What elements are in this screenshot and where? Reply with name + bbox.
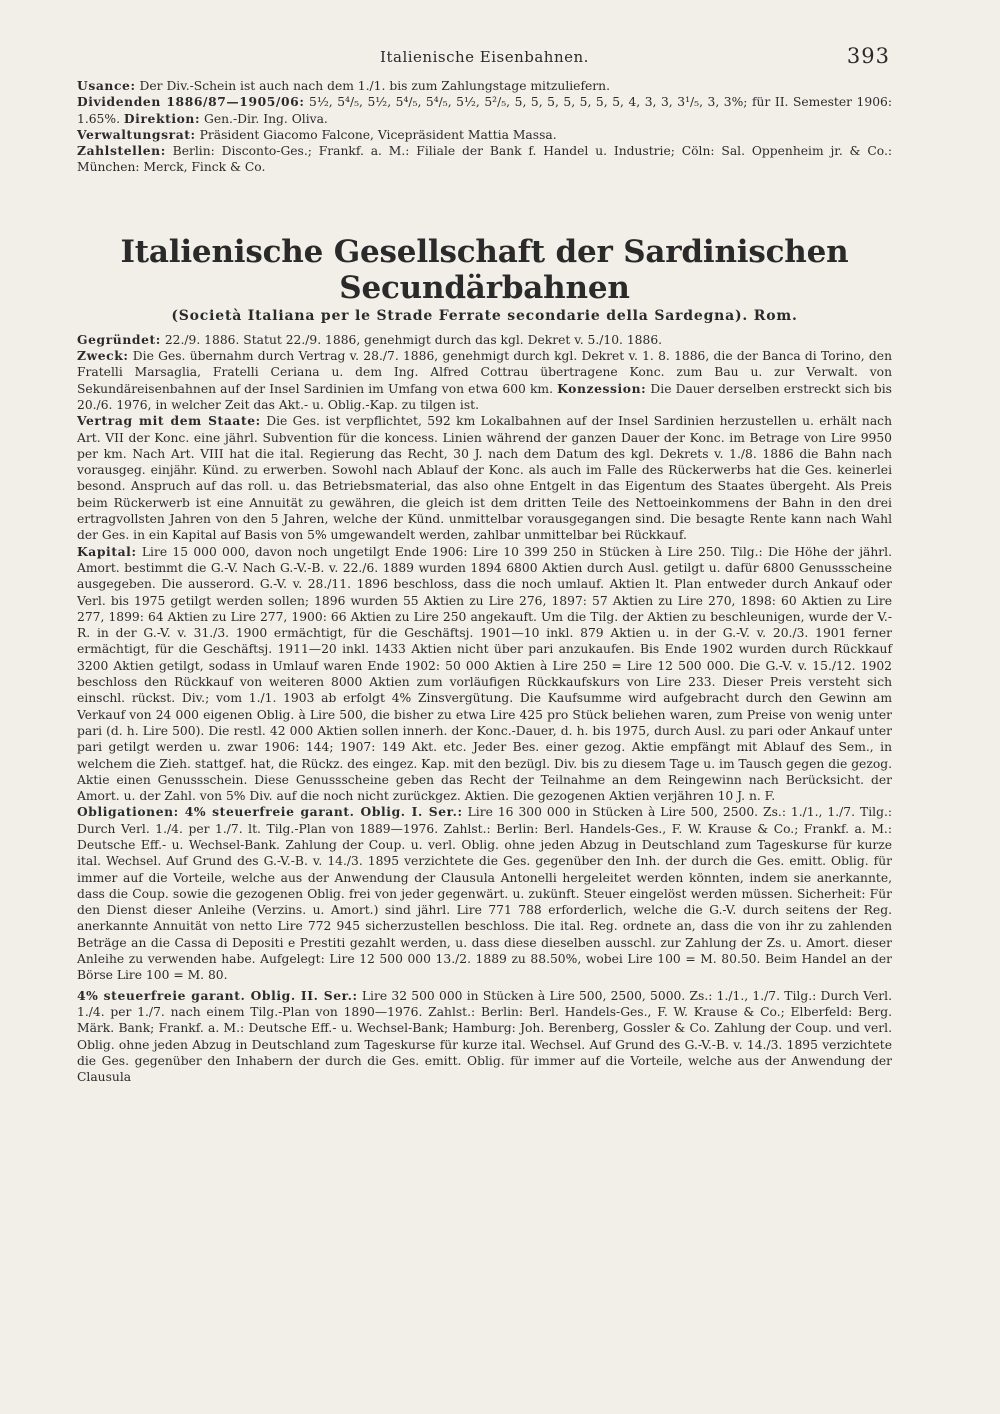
zweck-text: Die Ges. übernahm durch Vertrag v. 28./7. 1886, genehmigt durch kgl. Dekret v. 1. 8. 1886, die der Banca di Torino, den Fratelli Marsaglia, Fratelli Ceriana u. dem Ing. Alfred Cottrau übertragene Konc. zum Bau u. zur Verwalt. von Sekundäreisenbahnen auf der Insel Sardinien im Umfang von etwa 600 km. [77,349,892,396]
zahlstellen-text: Berlin: Disconto-Ges.; Frankf. a. M.: Filiale der Bank f. Handel u. Industrie; Cöln: Sal. Oppenheim jr. & Co.: München: Merck, Finck & Co. [77,144,892,175]
obligationen-1-text: Lire 16 300 000 in Stücken à Lire 500, 2500. Zs.: 1./1., 1./7. Tilg.: Durch Verl. 1./4. per 1./7. lt. Tilg.-Plan von 1889—1976. Zahlst.: Berlin: Berl. Handels-Ges., F. W. Krause & Co.; Frankf. a. M.: Deutsche Eff.- u. Wechsel-Bank. Zahlung der Coup. u. verl. Oblig. ohne jeden Abzug in Deutschland zum Tageskurse für kurze ital. Wechsel. Auf Grund des G.-V.-B. v. 14./3. 1895 verzichtete die Ges. gegenüber den Inh. der durch die Ges. emitt. Oblig. für immer auf die Vorteile, welche aus der Anwendung der Clausula Antonelli hergeleitet werden könnten, indem sie anerkannte, dass die Coup. sowie die gezogenen Oblig. frei von jeder gegenwärt. u. zukünft. Steuer eingelöst werden müssen. Sicherheit: Für den Dienst dieser Anleihe (Verzins. u. Amort.) sind jährl. Lire 771 788 erforderlich, welche die G.-V. durch seitens der Reg. anerkannte Annuität von netto Lire 772 945 sicherzustellen beschloss. Die ital. Reg. ordnete an, dass die von ihr zu zahlenden Beträge an die Cassa di Depositi e Prestiti gezahlt werden, u. dass diese dieselben ausschl. zur Zahlung der Zs. u. Amort. dieser Anleihe zu verwenden habe. Aufgelegt: Lire 12 500 000 13./2. 1889 zu 88.50%, wobei Lire 100 = M. 80.50. Beim Handel an der Börse Lire 100 = M. 80. [77,805,892,983]
vertrag-paragraph [77,413,892,543]
verwaltungsrat-label: Verwaltungsrat: [77,126,196,142]
gegruendet-label: Gegründet: [77,331,161,347]
gegruendet-paragraph [77,332,892,348]
kapital-text: Lire 15 000 000, davon noch ungetilgt Ende 1906: Lire 10 399 250 in Stücken à Lire 250. Tilg.: Die Höhe der jährl. Amort. bestimmt die G.-V. Nach G.-V.-B. v. 22./6. 1889 wurden 1894 6800 Aktien durch Ausl. getilgt u. dafür 6800 Genussscheine ausgegeben. Die ausserord. G.-V. v. 28./11. 1896 beschloss, dass die noch umlauf. Aktien lt. Plan entweder durch Ankauf oder Verl. bis 1975 getilgt werden sollen; 1896 wurden 55 Aktien zu Lire 276, 1897: 57 Aktien zu Lire 270, 1898: 60 Aktien zu Lire 277, 1899: 64 Aktien zu Lire 277, 1900: 66 Aktien zu Lire 250 angekauft. Um die Tilg. der Aktien zu beschleunigen, wurde der V.-R. in der G.-V. v. 31./3. 1900 ermächtigt, für die Geschäftsj. 1901—10 inkl. 879 Aktien u. in der G.-V. v. 20./3. 1901 ferner ermächtigt, für die Geschäftsj. 1911—20 inkl. 1433 Aktien nicht über pari anzukaufen. Bis Ende 1902 wurden durch Rückkauf 3200 Aktien getilgt, sodass in Umlauf waren Ende 1902: 50 000 Aktien à Lire 250 = Lire 12 500 000. Die G.-V. v. 15./12. 1902 beschloss den Rückkauf von weiteren 8000 Aktien zum vorläufigen Rückkaufskurs von Lire 233. Dieser Preis versteht sich einschl. rückst. Div.; vom 1./1. 1903 ab erfolgt 4% Zinsvergütung. Die Kaufsumme wird aufgebracht durch den Gewinn am Verkauf von 24 000 eigenen Oblig. à Lire 500, die bisher zu etwa Lire 425 pro Stück beliehen waren, zum Preise von wenig unter pari (d. h. Lire 500). Die restl. 42 000 Aktien sollen innerh. der Konc.-Dauer, d. h. bis 1975, durch Ausl. zu pari oder Ankauf unter pari getilgt werden u. zwar 1906: 144; 1907: 149 Akt. etc. Jeder Bes. einer gezog. Aktie empfängt mit Ablauf des Sem., in welchem die Zieh. stattgef. hat, die Rückz. des eingez. Kap. mit den bezügl. Div. bis zu diesem Tage u. im Tausch gegen die gezog. Aktie einen Genussschein. Diese Genussscheine geben das Recht der Teilnahme an dem Reingewinn nach Berücksicht. der Amort. u. der Zahl. von 5% Div. auf die noch nicht zurückgez. Aktien. Die gezogenen Aktien verjähren 10 J. n. F. [77,544,892,804]
obligationen-1-paragraph [77,804,892,983]
kapital-paragraph [77,544,892,805]
usance-text: Der Div.-Schein ist auch nach dem 1./1. bis zum Zahlungstage mitzuliefern. [135,79,610,93]
zweck-paragraph [77,348,892,413]
company-subtitle: (Società Italiana per le Strade Ferrate secondarie della Sardegna). Rom. [171,307,798,324]
dividenden-text: 5½, 5⁴/₅, 5½, 5⁴/₅, 5⁴/₅, 5½, 5²/₅, 5, 5, 5, 5, 5, 5, 5, 4, 3, 3, 3¹/₅, 3, 3%; für II. Semester 1906: 1.65%. [77,95,892,126]
direktion-label: Direktion: [123,110,201,126]
konzession-label: Konzession: [557,380,647,396]
usance-paragraph [77,78,892,94]
dividenden-label: Dividenden 1886/87—1905/06: [77,94,305,110]
vertrag-text: Die Ges. ist verpflichtet, 592 km Lokalbahnen auf der Insel Sardinien herzustellen u. erhält nach Art. VII der Konc. eine jährl. Subvention für die koncess. Linien während der ganzen Dauer der Konc. im Betrage von Lire 9950 per km. Nach Art. VIII hat die ital. Regierung das Recht, 30 J. nach dem Datum des kgl. Dekrets v. 1./8. 1886 die Bahn nach vorausgeg. einjähr. Künd. zu erwerben. Sowohl nach Ablauf der Konc. als auch im Falle des Rückerwerbs hat die Ges. keinerlei besond. Anspruch auf das roll. u. das Betriebsmaterial, das also ohne Entgelt in das Eigentum des Staates übergeht. Als Preis beim Rückerwerb ist eine Annuität zu gewähren, die gleich ist dem dritten Teile des Nettoeinkommens der Bahn in den drei ertragvollsten Jahren von den 5 Jahren, welche der Künd. unmittelbar vorausgegangen sind. Die besagte Rente kann nach Wahl der Ges. in ein Kapital auf Basis von 5% umgewandelt werden, zahlbar unmittelbar bei Rückkauf. [77,414,892,543]
running-title: Italienische Eisenbahnen. [380,48,589,66]
gegruendet-text: 22./9. 1886. Statut 22./9. 1886, genehmigt durch das kgl. Dekret v. 5./10. 1886. [160,332,663,347]
usance-label: Usance: [77,78,136,93]
vertrag-label: Vertrag mit dem Staate: [77,413,261,429]
zahlstellen-paragraph [77,143,892,176]
verwaltungsrat-text: Präsident Giacomo Falcone, Vicepräsident Mattia Massa. [195,127,557,142]
obligationen-2-paragraph [77,988,892,1086]
page [77,44,892,1085]
page-number: 393 [846,44,890,68]
verwaltungsrat-paragraph [77,127,892,143]
running-head [77,44,892,78]
section-gap [77,176,892,234]
obligationen-2-text: Lire 32 500 000 in Stücken à Lire 500, 2500, 5000. Zs.: 1./1., 1./7. Tilg.: Durch Verl. 1./4. per 1./7. nach einem Tilg.-Plan von 1890—1976. Zahlst.: Berlin: Berl. Handels-Ges., F. W. Krause & Co.; Elberfeld: Berg. Märk. Bank; Frankf. a. M.: Deutsche Eff.- u. Wechsel-Bank; Hamburg: Joh. Berenberg, Gossler & Co. Zahlung der Coup. und verl. Oblig. ohne jeden Abzug in Deutschland zum Tageskurse für kurze ital. Wechsel. Auf Grund des G.-V.-B. v. 14./3. 1895 verzichtete die Ges. gegenüber den Inhabern der durch die Ges. emitt. Oblig. für immer auf die Vorteile, welche aus der Anwendung der Clausula [77,988,892,1085]
kapital-label: Kapital: [77,543,137,559]
company-title: Italienische Gesellschaft der Sardinischen Secundärbahnen [120,233,849,306]
zahlstellen-label: Zahlstellen: [77,143,166,159]
direktion-text: Gen.-Dir. Ing. Oliva. [200,111,328,126]
obligationen-1-label: Obligationen: 4% steuerfreie garant. Oblig. I. Ser.: [77,804,463,820]
zweck-label: Zweck: [77,348,129,364]
konzession-text: Die Dauer derselben erstreckt sich bis 20./6. 1976, in welcher Zeit das Akt.- u. Oblig.-Kap. zu tilgen ist. [77,381,892,412]
obligationen-2-label: 4% steuerfreie garant. Oblig. II. Ser.: [77,987,358,1003]
dividenden-paragraph [77,94,892,127]
